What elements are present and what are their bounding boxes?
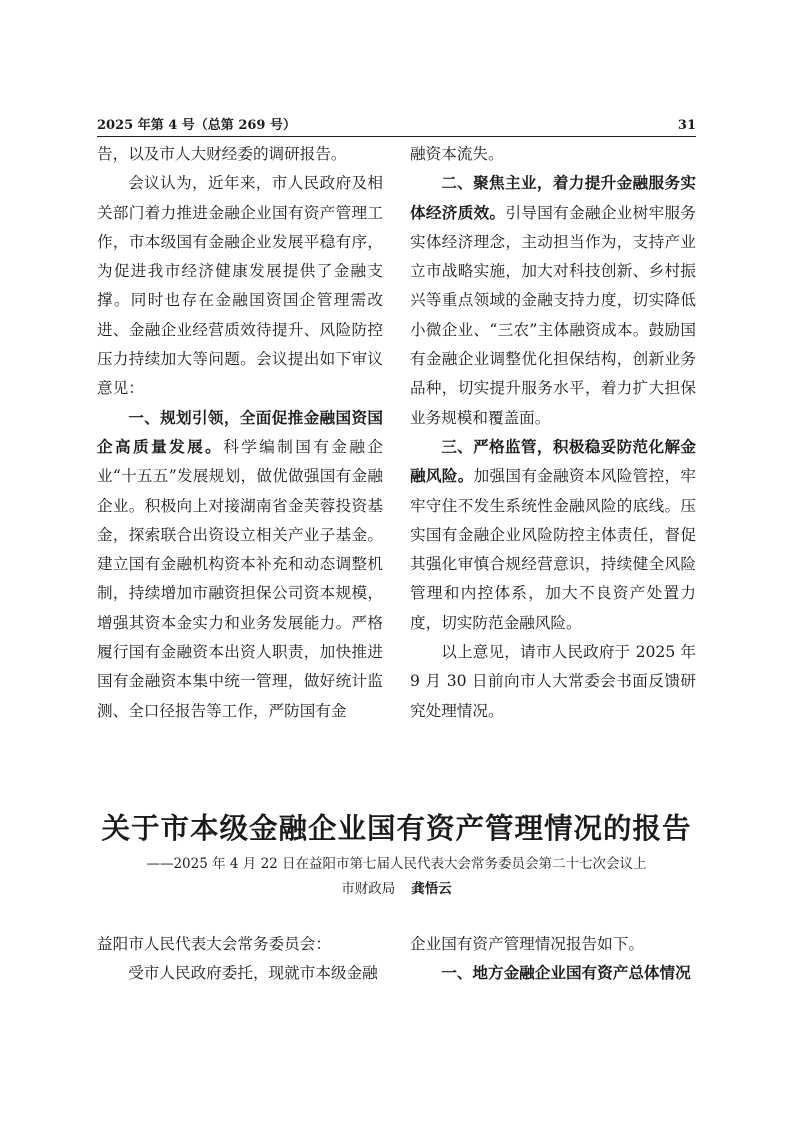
author-name: 龚悟云: [411, 881, 452, 897]
report-title-block: [97, 804, 696, 902]
report-title: 关于市本级金融企业国有资产管理情况的报告: [101, 811, 692, 845]
section-heading: 三、严格监管，积极稳妥防范化解金融风险。: [410, 437, 696, 486]
paragraph: 告，以及市人大财经委的调研报告。: [97, 145, 347, 163]
report-subtitle: ——2025 年 4 月 22 日在益阳市第七届人民代表大会常务委员会第二十七次会议上: [146, 856, 647, 872]
section-heading: 一、规划引领，全面促推金融国资国企高质量发展。: [97, 408, 383, 456]
paragraph: [410, 169, 696, 433]
paragraph-text: 加强国有金融资本风险管控，牢牢守住不发生系统性金融风险的底线。压实国有金融企业风险防控主体责任，督促其强化审慎合规经营意识，持续健全风险管理和内控体系，加大不良资产处置力度，切实防范金融风险。: [410, 467, 696, 632]
paragraph: 会议认为，近年来，市人民政府及相关部门着力推进金融企业国有资产管理工作，市本级国有金融企业发展平稳有序，为促进我市经济健康发展提供了金融支撑。同时也存在金融国资国企管理需改进、金融企业经营质效待提升、风险防控压力持续加大等问题。会议提出如下审议意见：: [97, 174, 383, 398]
issue-label: 2025 年第 4 号（总第 269 号）: [97, 118, 296, 133]
section-heading: 二、聚焦主业，着力提升金融服务实体经济质效。: [410, 174, 696, 222]
author-org: 市财政局: [341, 881, 396, 897]
paragraph: [410, 959, 696, 988]
paragraph-text: 引导国有金融企业树牢服务实体经济理念，主动担当作为，支持产业立市战略实施，加大对科技创新、乡村振兴等重点领域的金融支持力度，切实降低小微企业、“三农”主体融资成本。鼓励国有金融企业调整优化担保结构，创新业务品种，切实提升服务水平，着力扩大担保业务规模和覆盖面。: [410, 203, 696, 427]
page-number: 31: [677, 118, 696, 133]
top-left-column: [97, 140, 383, 726]
author-line: [97, 876, 696, 902]
paragraph-text: 科学编制国有金融企业“十五五”发展规划，做优做强国有金融企业。积极向上对接湖南省金芙蓉投资基金，探索联合出资设立相关产业子基金。建立国有金融机构资本补充和动态调整机制，持续增加市融资担保公司资本规模，增强其资本金实力和业务发展能力。严格履行国有金融资本出资人职责，加快推进国有金融资本集中统一管理，做好统计监测、全口径报告等工作，严防国有金: [97, 437, 383, 720]
paragraph: 企业国有资产管理情况报告如下。: [410, 935, 644, 953]
paragraph: [97, 404, 383, 726]
bottom-left-column: [97, 930, 383, 989]
section-heading: 一、地方金融企业国有资产总体情况: [441, 964, 691, 983]
salutation: 益阳市人民代表大会常务委员会：: [97, 935, 331, 953]
bottom-right-column: [410, 930, 696, 989]
paragraph: 融资本流失。: [410, 145, 504, 163]
paragraph: [410, 433, 696, 638]
header-rule: [97, 136, 696, 137]
top-right-column: [410, 140, 696, 726]
paragraph: 受市人民政府委托，现就市本级金融: [128, 964, 378, 983]
paragraph: 以上意见，请市人民政府于 2025 年 9 月 30 日前向市人大常委会书面反馈研究处理情况。: [410, 643, 696, 720]
running-header: [97, 116, 696, 136]
